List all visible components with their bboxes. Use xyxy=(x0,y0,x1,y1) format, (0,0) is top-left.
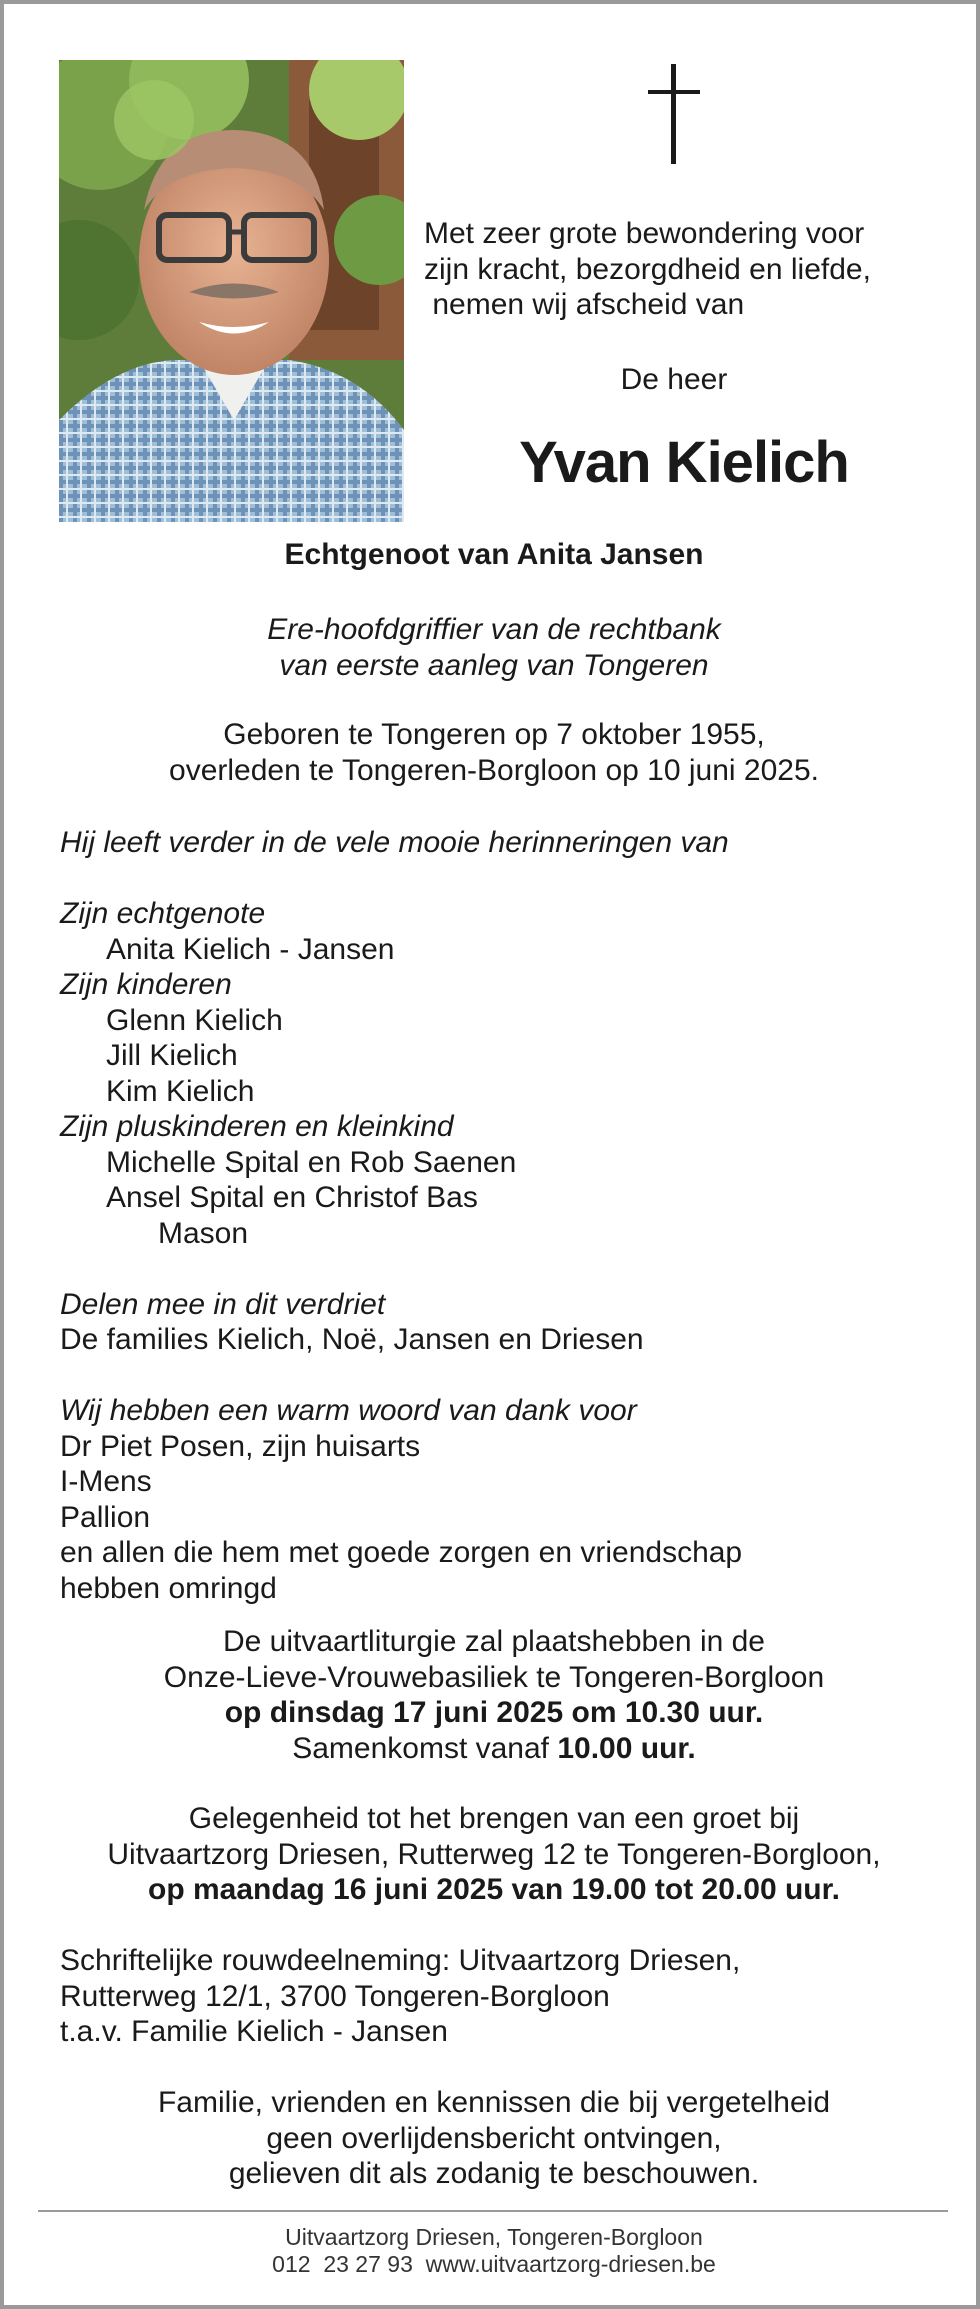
intro-line: Met zeer grote bewondering voor xyxy=(424,217,865,250)
condolence-line: Rutterweg 12/1, 3700 Tongeren-Borgloon xyxy=(60,1979,610,2013)
portrait-photo xyxy=(59,60,404,522)
funeral-line: De uitvaartliturgie zal plaatshebben in de xyxy=(222,1625,765,1658)
child-name: Kim Kielich xyxy=(106,1074,255,1108)
birth-line: Geboren te Tongeren op 7 oktober 1955, xyxy=(223,718,765,751)
portrait-image xyxy=(59,60,404,522)
condolence-address xyxy=(60,1943,940,2050)
footer-contact: 012 23 27 93 www.uitvaartzorg-driesen.be xyxy=(272,2251,716,2277)
funeral-venue: Onze-Lieve-Vrouwebasiliek te Tongeren-Borgloon xyxy=(163,1660,825,1694)
closing-line: Familie, vrienden en kennissen die bij vergetelheid xyxy=(157,2086,831,2119)
deceased-name: Yvan Kielich xyxy=(519,430,849,495)
closing-line: gelieven dit als zodanig te beschouwen. xyxy=(228,2157,760,2190)
condolence-line: Schriftelijke rouwdeelneming: Uitvaartzorg Driesen, xyxy=(60,1944,741,1977)
thanks-heading: Wij hebben een warm woord van dank voor xyxy=(60,1394,637,1427)
spouse-line: Echtgenoot van Anita Jansen xyxy=(284,538,704,571)
closing-note xyxy=(4,2085,980,2192)
thanks-line: I-Mens xyxy=(60,1465,152,1498)
children-heading: Zijn kinderen xyxy=(60,968,232,1001)
visitation-datetime: op maandag 16 juni 2025 van 19.00 tot 20.00 uur. xyxy=(148,1873,840,1906)
intro-line: nemen wij afscheid van xyxy=(424,288,745,321)
thanks-line: hebben omringd xyxy=(60,1571,277,1605)
thanks-line: Dr Piet Posen, zijn huisarts xyxy=(60,1429,421,1463)
gathering-time: 10.00 uur. xyxy=(557,1731,696,1765)
child-name: Glenn Kielich xyxy=(106,1003,283,1037)
cross-glyph xyxy=(644,64,704,164)
death-line: overleden te Tongeren-Borgloon op 10 juni 2025. xyxy=(169,753,819,787)
grandchild-name: Mason xyxy=(158,1216,249,1250)
footer-name: Uitvaartzorg Driesen, Tongeren-Borgloon xyxy=(285,2224,703,2250)
footer-divider xyxy=(38,2210,948,2212)
child-name: Jill Kielich xyxy=(106,1039,238,1072)
visitation-info xyxy=(4,1801,980,1908)
plus-children-heading: Zijn pluskinderen en kleinkind xyxy=(60,1110,454,1143)
honorific-title: De heer xyxy=(620,363,728,396)
family-section xyxy=(60,825,940,1606)
closing-line: geen overlijdensbericht ontvingen, xyxy=(266,2121,722,2155)
intro-text xyxy=(424,216,924,323)
funeral-info xyxy=(4,1624,980,1766)
thanks-line: en allen die hem met goede zorgen en vriendschap xyxy=(60,1536,743,1569)
birth-death-dates xyxy=(4,717,980,788)
wife-name: Anita Kielich - Jansen xyxy=(106,932,395,966)
gathering-line xyxy=(4,1731,980,1767)
function-line: van eerste aanleg van Tongeren xyxy=(279,648,709,682)
wife-heading: Zijn echtgenote xyxy=(60,897,266,930)
thanks-line: Pallion xyxy=(60,1500,151,1534)
funeral-datetime: op dinsdag 17 juni 2025 om 10.30 uur. xyxy=(224,1696,764,1729)
memory-line: Hij leeft verder in de vele mooie herinneringen van xyxy=(60,826,729,859)
plus-child-couple: Michelle Spital en Rob Saenen xyxy=(106,1145,517,1179)
sharing-heading: Delen mee in dit verdriet xyxy=(60,1287,386,1321)
visitation-line: Gelegenheid tot het brengen van een groet bij xyxy=(188,1802,800,1835)
condolence-line: t.a.v. Familie Kielich - Jansen xyxy=(60,2015,448,2048)
visitation-venue: Uitvaartzorg Driesen, Rutterweg 12 te Tongeren-Borgloon, xyxy=(107,1837,881,1871)
latin-cross-icon xyxy=(644,64,704,164)
intro-line: zijn kracht, bezorgdheid en liefde, xyxy=(424,252,871,286)
function-description xyxy=(4,612,980,683)
plus-child-couple: Ansel Spital en Christof Bas xyxy=(106,1181,478,1214)
function-line: Ere-hoofdgriffier van de rechtbank xyxy=(267,613,721,646)
funeral-home-footer xyxy=(4,2224,980,2278)
gathering-prefix: Samenkomst vanaf xyxy=(292,1731,558,1765)
sharing-families: De families Kielich, Noë, Jansen en Driesen xyxy=(60,1323,644,1356)
